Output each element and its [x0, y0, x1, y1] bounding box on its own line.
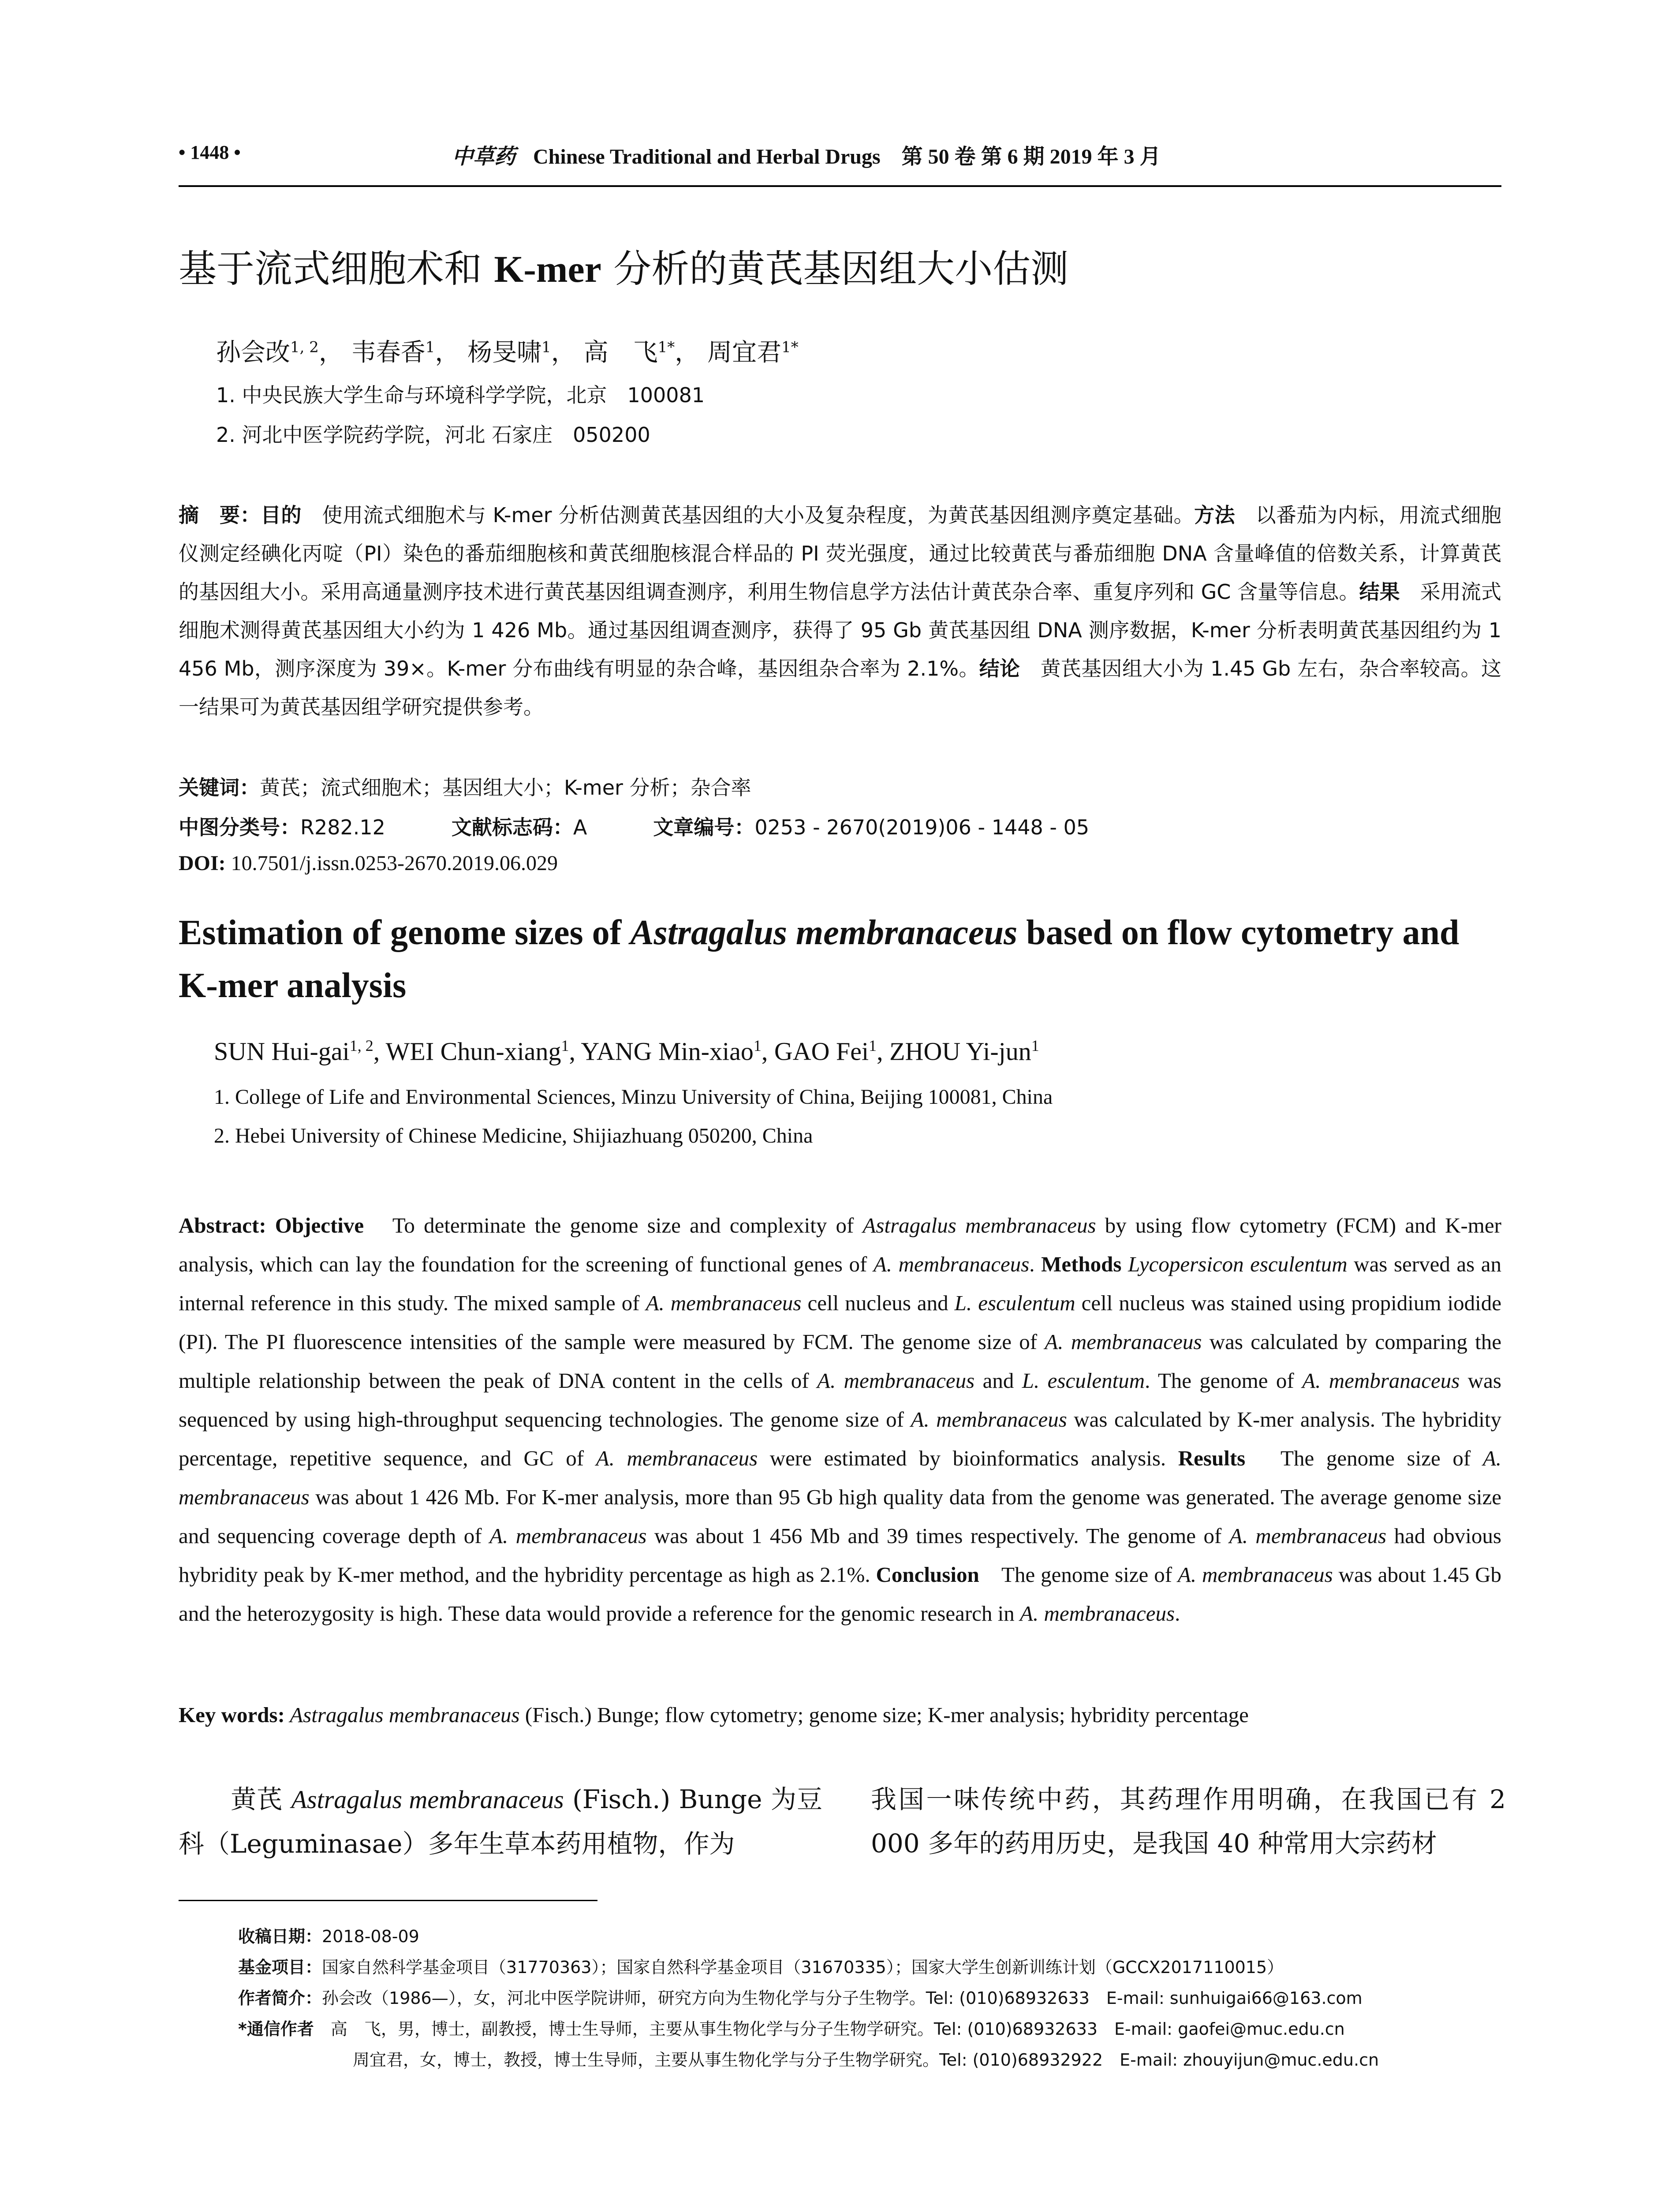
en-authors: SUN Hui-gai$^{1, 2}$, WEI Chun-xiang$^1$, YANG Min-xiao$^1$, GAO Fei$^1$, ZHOU Yi-jun$^1$ — [214, 1037, 1039, 1066]
en-keywords-label: Key words: — [179, 1703, 285, 1727]
author-name: YANG Min-xiao — [581, 1037, 754, 1066]
abs-text: and — [974, 1368, 1022, 1393]
abs-text: was about 1.45 Gb and the heterozygosity is high. These data would provide a reference for the genomic research in — [179, 1562, 1502, 1626]
abs-text: was sequenced by using high-throughput sequencing technologies. The genome size of — [179, 1368, 1501, 1431]
doi-label: DOI: — [179, 852, 226, 875]
species-name: A. membranaceus — [1229, 1524, 1387, 1548]
author-name: 周宜君 — [707, 338, 782, 367]
species-name: A. membranaceus — [911, 1407, 1067, 1431]
cn-keywords — [179, 772, 751, 801]
abs-text: . — [1029, 1252, 1042, 1276]
journal-logo: 中草药 — [452, 144, 516, 169]
body-column-left — [179, 1777, 822, 1866]
species-name: A. membranaceus — [179, 1446, 1501, 1509]
footnote-label: 基金项目： — [238, 1958, 322, 1977]
doccode-value: A — [573, 815, 587, 839]
en-conclusion-label: Conclusion — [876, 1562, 979, 1587]
species-name: A. membranaceus — [1045, 1330, 1202, 1354]
cn-affiliation-2: 2. 河北中医学院药学院，河北 石家庄 050200 — [216, 423, 650, 447]
abs-text: were estimated by bioinformatics analysis. — [758, 1446, 1178, 1470]
footnote-text: 孙会改（1986—），女，河北中医学院讲师，研究方向为生物化学与分子生物学。Tel: (010)68932633 E-mail: sunhuigai66@163.com — [322, 1988, 1363, 2008]
author-sup: 1* — [657, 338, 675, 356]
cn-affiliation-1: 1. 中央民族大学生命与环境科学学院，北京 100081 — [216, 383, 705, 407]
species-name: L. esculentum — [1022, 1368, 1145, 1393]
footnote-received — [238, 1923, 419, 1947]
author-sup: 1 — [753, 1037, 762, 1054]
species-name: L. esculentum — [954, 1291, 1075, 1315]
cn-abstract-label: 摘 要： — [179, 503, 261, 527]
cn-methods-label: 方法 — [1194, 503, 1236, 527]
species-name: Lycopersicon esculentum — [1128, 1252, 1348, 1276]
species-name: A. membranaceus — [1177, 1562, 1333, 1587]
journal-info: Chinese Traditional and Herbal Drugs 第 50 卷 第 6 期 2019 年 3 月 — [533, 145, 1161, 168]
abs-text: . The genome of — [1145, 1368, 1303, 1393]
en-title-part: Estimation of genome sizes of — [179, 913, 631, 952]
author-name: 孙会改 — [216, 338, 290, 367]
en-abstract — [179, 1206, 1501, 1633]
author-name: 高 飞 — [583, 338, 658, 367]
en-affiliation-1: 1. College of Life and Environmental Sciences, Minzu University of China, Beijing 100081, China — [214, 1085, 1053, 1109]
footnote-text: 高 飞，男，博士，副教授，博士生导师，主要从事生物化学与分子生物学研究。Tel: (010)68932633 E-mail: gaofei@muc.edu.cn — [314, 2019, 1345, 2039]
cn-title-part: 分析的黄芪基因组大小估测 — [601, 247, 1069, 291]
footnote-corresponding-2: 周宜君，女，博士，教授，博士生导师，主要从事生物化学与分子生物学研究。Tel: (010)68932922 E-mail: zhouyijun@muc.edu.cn — [353, 2050, 1379, 2070]
abs-text: was calculated by comparing the multiple relationship between the peak of DNA content in the cells of — [179, 1330, 1501, 1393]
species-name: Astragalus membranaceus — [284, 1703, 520, 1727]
footnote-author — [238, 1984, 1363, 2009]
cn-title-kmer: K-mer — [494, 248, 601, 290]
footnote-label: 收稿日期： — [238, 1927, 322, 1946]
page-number: • 1448 • — [179, 142, 241, 163]
cn-title — [179, 238, 1068, 293]
species-name: A. membranaceus — [489, 1524, 647, 1548]
cn-keywords-label: 关键词： — [179, 776, 260, 800]
en-title-part: based on flow cytometry and K-mer analysis — [179, 913, 1460, 1005]
cn-title-part: 基于流式细胞术和 — [179, 247, 494, 291]
author-name: WEI Chun-xiang — [385, 1037, 561, 1066]
cn-objective: 使用流式细胞术与 K-mer 分析估测黄芪基因组的大小及复杂程度，为黄芪基因组测序奠定基础。 — [302, 503, 1195, 527]
en-title-species: Astragalus membranaceus — [630, 913, 1018, 952]
species-name: Astragalus membranaceus — [862, 1213, 1096, 1237]
author-sup: 1 — [869, 1037, 877, 1054]
abs-text: The genome size of — [1245, 1446, 1483, 1470]
footnote-divider — [179, 1900, 597, 1901]
abs-text: was about 1 456 Mb and 39 times respectively. The genome of — [646, 1524, 1229, 1548]
cn-authors: 孙会改$^{1, 2}$， 韦春香$^1$， 杨旻啸$^1$， 高 飞$^{1*}$， 周宜君$^{1*}$ — [216, 338, 799, 367]
abs-text: was served as an internal reference in this study. The mixed sample of — [179, 1252, 1502, 1315]
en-affiliation-2: 2. Hebei University of Chinese Medicine, Shijiazhuang 050200, China — [214, 1124, 813, 1147]
doccode-label: 文献标志码： — [451, 815, 573, 839]
cn-results: 采用流式细胞术测得黄芪基因组大小约为 1 426 Mb。通过基因组调查测序，获得了 95 Gb 黄芪基因组 DNA 测序数据，K-mer 分析表明黄芪基因组约为 1 456 Mb，测序深度为 39×。K-mer 分布曲线有明显的杂合峰，基因组杂合率为 2.1%。 — [179, 580, 1501, 680]
footnote-label: 作者简介： — [238, 1988, 322, 2008]
abs-text: The genome size of — [979, 1562, 1178, 1587]
species-name: A. membranaceus — [646, 1291, 802, 1315]
en-title — [179, 906, 1506, 1012]
cn-conclusion: 黄芪基因组大小为 1.45 Gb 左右，杂合率较高。这一结果可为黄芪基因组学研究提供参考。 — [179, 657, 1501, 719]
species-name: A. membranaceus — [596, 1446, 758, 1470]
article-number-label: 文章编号： — [653, 815, 755, 839]
body-text: (Fisch.) Bunge 为豆科（Leguminasae）多年生草本药用植物，作为 — [179, 1784, 823, 1859]
species-name: A. membranaceus — [1020, 1601, 1175, 1626]
author-sup: 1 — [1031, 1037, 1039, 1054]
author-name: ZHOU Yi-jun — [889, 1037, 1031, 1066]
footnote-label: *通信作者 — [238, 2019, 314, 2039]
clc-value: R282.12 — [300, 815, 385, 839]
running-header — [179, 132, 1501, 187]
abs-text: was calculated by K-mer analysis. The hybridity percentage, repetitive sequence, and GC of — [179, 1407, 1501, 1470]
cn-keywords-text: 黄芪；流式细胞术；基因组大小；K-mer 分析；杂合率 — [260, 776, 751, 800]
article-number-value: 0253 - 2670(2019)06 - 1448 - 05 — [754, 815, 1090, 839]
journal-header — [452, 139, 1161, 170]
clc-label: 中图分类号： — [179, 815, 300, 839]
cn-results-label: 结果 — [1359, 580, 1400, 604]
en-keywords-text: (Fisch.) Bunge; flow cytometry; genome size; K-mer analysis; hybridity percentage — [519, 1703, 1249, 1727]
cn-abstract — [179, 496, 1501, 726]
author-name: SUN Hui-gai — [214, 1037, 350, 1066]
abs-text: by using flow cytometry (FCM) and K-mer analysis, which can lay the foundation for the screening of functional genes of — [179, 1213, 1501, 1276]
abs-text: To determinate the genome size and complexity of — [364, 1213, 863, 1237]
author-name: 杨旻啸 — [467, 338, 542, 367]
author-sup: 1, 2 — [290, 338, 319, 356]
cn-objective-label: 目的 — [261, 503, 302, 527]
abs-text: had obvious hybridity peak by K-mer method, and the hybridity percentage as high as 2.1%. — [179, 1524, 1501, 1587]
abs-text: cell nucleus was stained using propidium iodide (PI). The PI fluorescence intensities of the sample were measured by FCM. The genome size of — [179, 1291, 1501, 1354]
species-name: A. membranaceus — [873, 1252, 1030, 1276]
en-keywords — [179, 1702, 1249, 1727]
body-text: 黄芪 — [179, 1784, 291, 1814]
abs-text: . — [1175, 1601, 1180, 1626]
author-sup: 1 — [561, 1037, 569, 1054]
cn-classification — [179, 811, 1089, 841]
footnote-text: 国家自然科学基金项目（31770363）；国家自然科学基金项目（31670335）；国家大学生创新训练计划（GCCX2017110015） — [322, 1958, 1284, 1977]
author-sup: 1 — [425, 338, 435, 356]
cn-methods: 以番茄为内标，用流式细胞仪测定经碘化丙啶（PI）染色的番茄细胞核和黄芪细胞核混合样品的 PI 荧光强度，通过比较黄芪与番茄细胞 DNA 含量峰值的倍数关系，计算黄芪的基因组大小。采用高通量测序技术进行黄芪基因组调查测序，利用生物信息学方法估计黄芪杂合率、重复序列和 GC 含量等信息。 — [179, 503, 1502, 604]
body-column-right: 我国一味传统中药，其药理作用明确，在我国已有 2 000 多年的药用历史，是我国 40 种常用大宗药材 — [871, 1784, 1506, 1858]
species-name: A. membranaceus — [1302, 1368, 1460, 1393]
cn-conclusion-label: 结论 — [979, 657, 1020, 680]
author-sup: 1, 2 — [349, 1037, 373, 1054]
species-name: Astragalus membranaceus — [291, 1785, 564, 1814]
abs-text: cell nucleus and — [801, 1291, 955, 1315]
abs-text: was about 1 426 Mb. For K-mer analysis, more than 95 Gb high quality data from the genome was generated. The average genome size and sequencing coverage depth of — [179, 1485, 1501, 1548]
doi-value: 10.7501/j.issn.0253-2670.2019.06.029 — [225, 852, 558, 875]
en-results-label: Results — [1178, 1446, 1246, 1470]
footnote-text: 2018-08-09 — [322, 1927, 419, 1946]
author-sup: 1 — [541, 338, 551, 356]
species-name: A. membranaceus — [817, 1368, 975, 1393]
footnote-corresponding — [238, 2015, 1345, 2040]
doi — [179, 851, 558, 875]
author-name: 韦春香 — [351, 338, 426, 367]
author-name: GAO Fei — [774, 1037, 869, 1066]
footnote-fund — [238, 1954, 1284, 1978]
en-abstract-label: Abstract: Objective — [179, 1213, 364, 1237]
author-sup: 1* — [781, 338, 799, 356]
en-methods-label: Methods — [1041, 1252, 1122, 1276]
